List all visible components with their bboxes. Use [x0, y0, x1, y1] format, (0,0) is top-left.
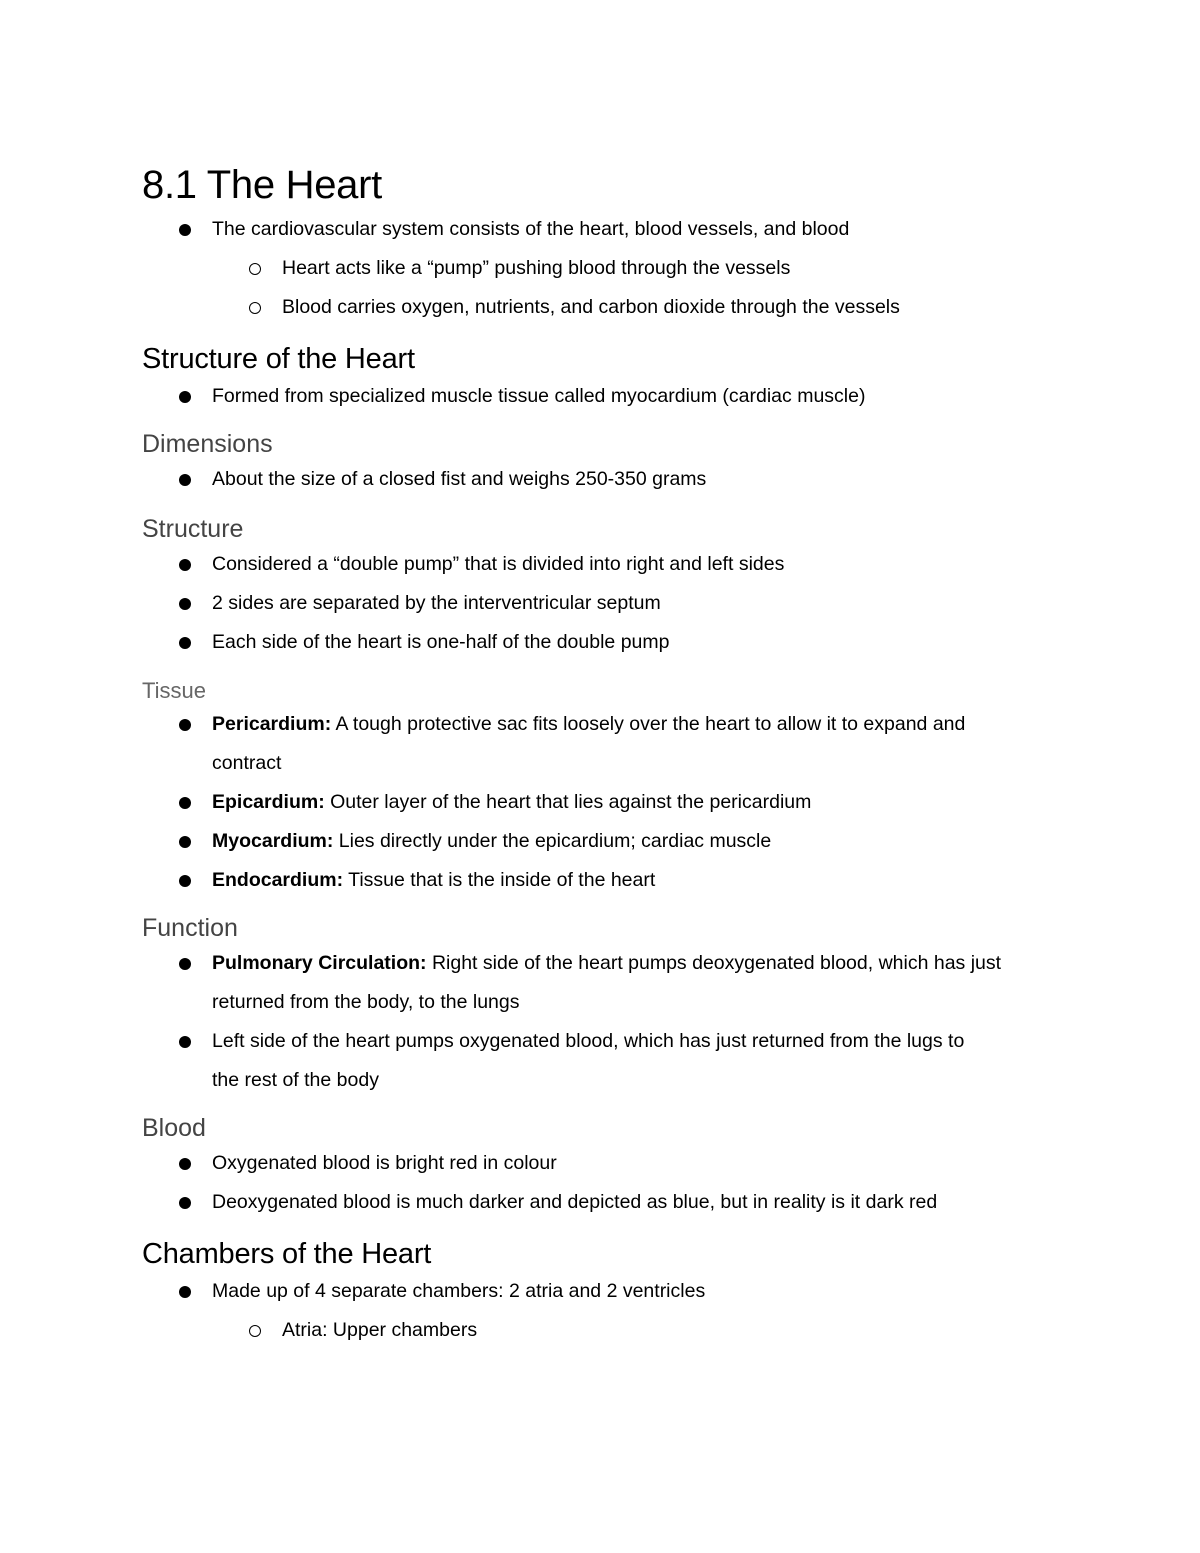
- list-item: [142, 1022, 1062, 1100]
- filled-bullet-icon: [179, 559, 191, 571]
- filled-bullet-icon: [179, 474, 191, 486]
- list-item-text: Left side of the heart pumps oxygenated blood, which has just returned from the lugs to: [212, 1030, 965, 1052]
- filled-bullet-icon: [179, 1286, 191, 1298]
- filled-bullet-icon: [179, 875, 191, 887]
- list-item: [142, 944, 1062, 1022]
- list-item-text: Blood carries oxygen, nutrients, and carbon dioxide through the vessels: [282, 296, 900, 318]
- hollow-bullet-icon: [249, 302, 261, 314]
- filled-bullet-icon: [179, 637, 191, 649]
- list-item: [142, 545, 1062, 584]
- subsection-heading: Dimensions: [142, 430, 273, 458]
- subsection-heading: Structure: [142, 515, 244, 543]
- hollow-bullet-icon: [249, 263, 261, 275]
- list-item: [142, 210, 1062, 249]
- list-item-text-continued: contract: [212, 752, 282, 774]
- list-item-text: Atria: Upper chambers: [282, 1319, 478, 1341]
- list-item: [142, 861, 1062, 900]
- filled-bullet-icon: [179, 224, 191, 236]
- list-item: [142, 1272, 1062, 1311]
- subsection-heading: Tissue: [142, 678, 206, 703]
- list-item-text-continued: the rest of the body: [212, 1069, 379, 1091]
- list-item-text: A tough protective sac fits loosely over the heart to allow it to expand and: [331, 713, 966, 735]
- list-item-text: 2 sides are separated by the interventricular septum: [212, 592, 661, 614]
- sub-list-item: [142, 1311, 1062, 1350]
- sub-list-item: [142, 249, 1062, 288]
- list-item: [142, 584, 1062, 623]
- filled-bullet-icon: [179, 836, 191, 848]
- list-item-text: Right side of the heart pumps deoxygenated blood, which has just: [426, 952, 1002, 974]
- list-item: [142, 1144, 1062, 1183]
- list-item-text: Heart acts like a “pump” pushing blood through the vessels: [282, 257, 791, 279]
- filled-bullet-icon: [179, 1158, 191, 1170]
- term-label: Myocardium:: [212, 830, 334, 852]
- list-item: [142, 460, 1062, 499]
- list-item-text: Lies directly under the epicardium; cardiac muscle: [333, 830, 772, 852]
- list-item: [142, 822, 1062, 861]
- list-item: [142, 377, 1062, 416]
- list-item-text: Outer layer of the heart that lies against the pericardium: [324, 791, 812, 813]
- term-label: Pericardium:: [212, 713, 332, 735]
- term-label: Endocardium:: [212, 869, 344, 891]
- section-heading: Chambers of the Heart: [142, 1238, 432, 1270]
- list-item-text: Made up of 4 separate chambers: 2 atria and 2 ventricles: [212, 1280, 706, 1302]
- list-item-text: Formed from specialized muscle tissue called myocardium (cardiac muscle): [212, 385, 866, 407]
- term-label: Epicardium:: [212, 791, 325, 813]
- list-item-text: The cardiovascular system consists of the heart, blood vessels, and blood: [212, 218, 850, 240]
- list-item-text: Each side of the heart is one-half of the double pump: [212, 631, 670, 653]
- filled-bullet-icon: [179, 1197, 191, 1209]
- list-item-text: Considered a “double pump” that is divided into right and left sides: [212, 553, 785, 575]
- sub-list-item: [142, 288, 1062, 327]
- list-item: [142, 783, 1062, 822]
- term-label: Pulmonary Circulation:: [212, 952, 427, 974]
- filled-bullet-icon: [179, 719, 191, 731]
- list-item-text: Tissue that is the inside of the heart: [343, 869, 656, 891]
- list-item-text: Deoxygenated blood is much darker and depicted as blue, but in reality is it dark red: [212, 1191, 938, 1213]
- list-item: [142, 623, 1062, 662]
- list-item: [142, 1183, 1062, 1222]
- filled-bullet-icon: [179, 797, 191, 809]
- filled-bullet-icon: [179, 958, 191, 970]
- list-item-text: Oxygenated blood is bright red in colour: [212, 1152, 557, 1174]
- subsection-heading: Function: [142, 914, 238, 942]
- filled-bullet-icon: [179, 391, 191, 403]
- page-title: 8.1 The Heart: [142, 163, 382, 207]
- list-item-text: About the size of a closed fist and weighs 250-350 grams: [212, 468, 707, 490]
- hollow-bullet-icon: [249, 1325, 261, 1337]
- document-page: [142, 160, 1062, 1350]
- list-item: [142, 705, 1062, 783]
- subsection-heading: Blood: [142, 1114, 206, 1142]
- filled-bullet-icon: [179, 1036, 191, 1048]
- filled-bullet-icon: [179, 598, 191, 610]
- section-heading: Structure of the Heart: [142, 343, 415, 375]
- list-item-text-continued: returned from the body, to the lungs: [212, 991, 520, 1013]
